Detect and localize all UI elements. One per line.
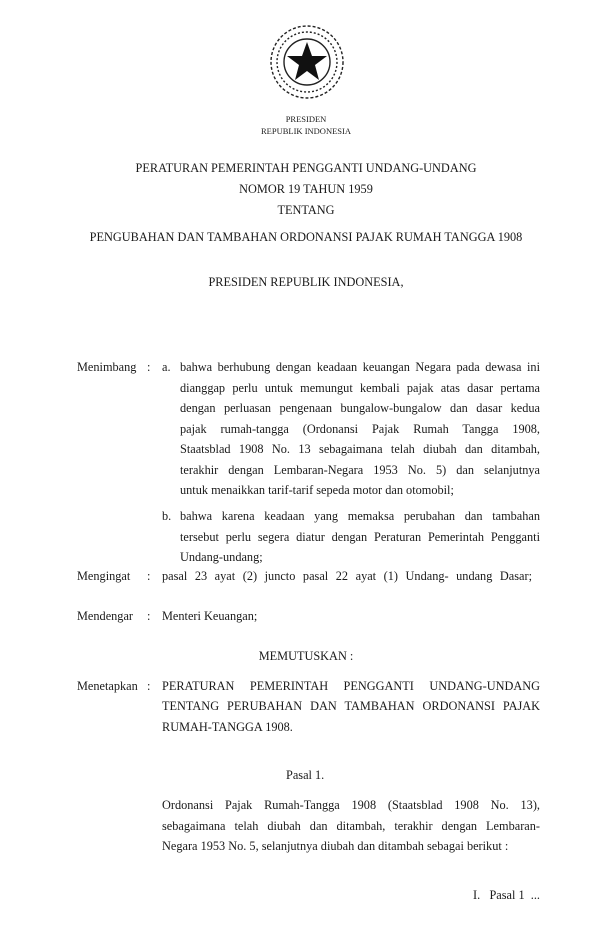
pasal-line: Negara 1953 No. 5, selanjutnya diubah dan ditambah sebagai berikut : [162,839,509,853]
menetapkan-line: RUMAH-TANGGA 1908. [162,720,293,734]
menetapkan-line: TENTANG PERUBAHAN DAN TAMBAHAN ORDONANSI PAJAK [162,699,540,713]
title-line-2: NOMOR 19 TAHUN 1959 [239,182,373,196]
menimbang-a-line: bahwa berhubung dengan keadaan keuangan Negara pada dewasa ini [180,360,540,374]
pasal-line: sebagaimana telah diubah dan ditambah, terakhir dengan Lembaran- [162,819,540,833]
menetapkan-label: Menetapkan [77,679,138,693]
menimbang-a-line: untuk menaikkan tarif-tarif sepeda motor dan otomobil; [180,483,454,497]
mengingat-label: Mengingat [77,569,131,583]
colon: : [147,609,151,623]
menimbang-a-line: terakhir dengan Lembaran-Negara 1953 No. 5) dan selanjutnya [180,463,540,477]
title-line-1: PERATURAN PEMERINTAH PENGGANTI UNDANG-UNDANG [135,161,477,175]
menimbang-label: Menimbang [77,360,137,374]
menimbang-a-line: dengan perluasan pengenaan bungalow-bungalow dan dasar kedua [180,401,540,415]
menimbang-a-line: dianggap perlu untuk memungut kembali pajak atas dasar pertama [180,381,540,395]
pasal-heading: Pasal 1. [286,768,325,782]
item-marker-b: b. [162,509,172,523]
pasal-line: Ordonansi Pajak Rumah-Tangga 1908 (Staatsblad 1908 No. 13), [162,798,540,812]
memutuskan: MEMUTUSKAN : [258,649,354,663]
title-line-4: PENGUBAHAN DAN TAMBAHAN ORDONANSI PAJAK RUMAH TANGGA 1908 [89,230,523,244]
colon: : [147,569,151,583]
menimbang-b-line: Undang-undang; [180,550,263,564]
header-republik: REPUBLIK INDONESIA [261,126,351,136]
emblem-icon [268,18,346,106]
menimbang-b-line: tersebut perlu segera diatur dengan Peraturan Pemerintah Pengganti [180,530,540,544]
colon: : [147,679,151,693]
mendengar-label: Mendengar [77,609,133,623]
header-presiden: PRESIDEN [285,114,327,124]
colon: : [147,360,151,374]
menimbang-a-line: Staatsblad 1908 No. 13 sebagaimana telah diubah dan ditambah, [180,442,540,456]
mendengar-text: Menteri Keuangan; [162,609,258,623]
menetapkan-line: PERATURAN PEMERINTAH PENGGANTI UNDANG-UNDANG [162,679,540,693]
item-marker-a: a. [162,360,171,374]
title-line-3: TENTANG [277,203,335,217]
menimbang-a-line: pajak rumah-tangga (Ordonansi Pajak Rumah Tangga 1908, [180,422,540,436]
mengingat-text: pasal 23 ayat (2) juncto pasal 22 ayat (1) Undang- undang Dasar; [162,569,532,583]
page-continuation: I. Pasal 1 ... [473,888,540,902]
issuer: PRESIDEN REPUBLIK INDONESIA, [208,275,404,289]
menimbang-b-line: bahwa karena keadaan yang memaksa perubahan dan tambahan [180,509,540,523]
